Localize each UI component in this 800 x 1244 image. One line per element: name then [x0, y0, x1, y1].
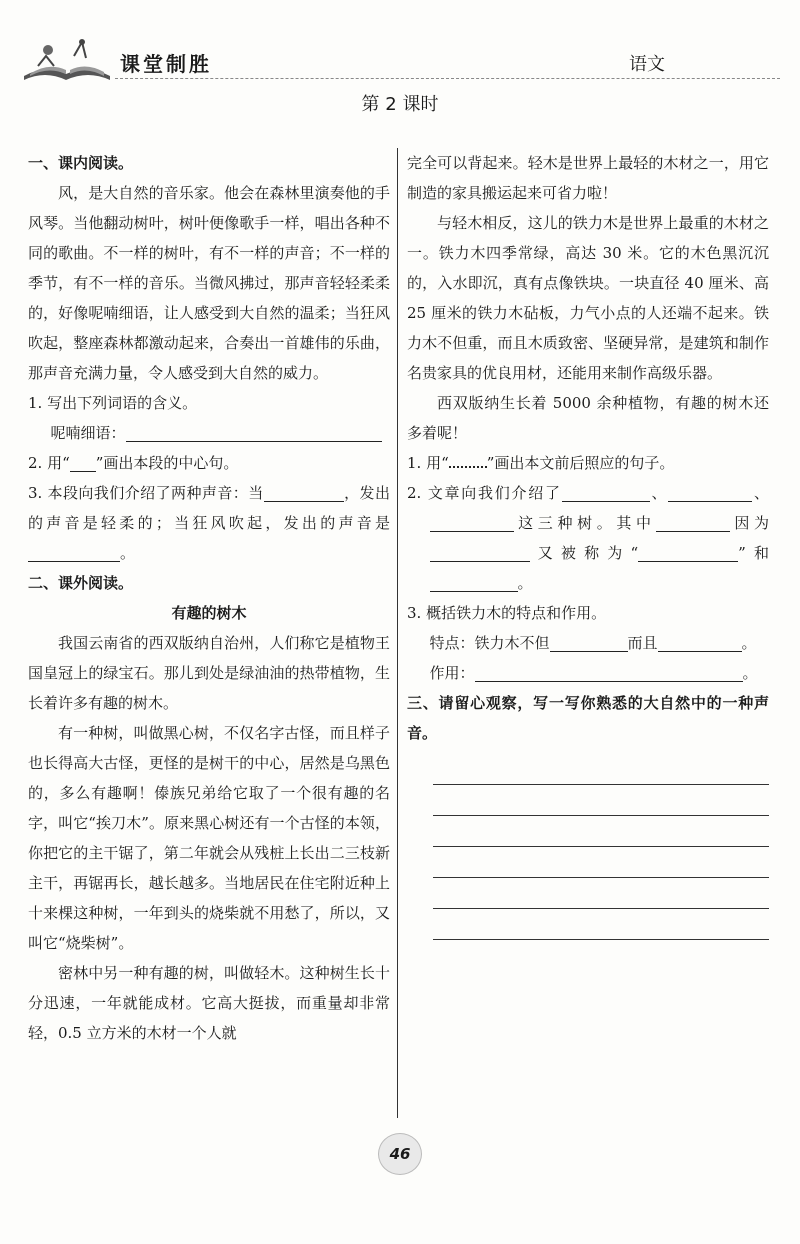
question: 3. 概括铁力木的特点和作用。: [407, 604, 607, 622]
subject-label: 语文: [629, 54, 665, 75]
left-column: [28, 148, 390, 1048]
answer-blank[interactable]: [658, 633, 742, 652]
question-text: 。: [742, 664, 758, 682]
passage-paragraph: 密林中另一种有趣的树，叫做轻木。这种树生长十分迅速，一年就能成材。它高大挺拔，而重量却非常轻，0.5 立方米的木材一个人就: [28, 964, 390, 1042]
passage-paragraph: 风，是大自然的音乐家。他会在森林里演奏他的手风琴。当他翻动树叶，树叶便像歌手一样，唱出各种不同的歌曲。不一样的树叶，有不一样的声音；不一样的季节，有不一样的音乐。当微风拂过，那声音轻轻柔柔的，好像呢喃细语，让人感受到大自然的温柔；当狂风吹起，整座森林都激动起来，合奏出一首雄伟的乐曲，那声音充满力量，令人感受到大自然的威力。: [28, 184, 390, 382]
question-text: ”画出本文前后照应的句子。: [486, 454, 675, 472]
writing-line[interactable]: [433, 785, 769, 816]
writing-line[interactable]: [433, 847, 769, 878]
question-item: [28, 418, 390, 448]
passage-paragraph: 有一种树，叫做黑心树，不仅名字古怪，而且样子也长得高大古怪，更怪的是树干的中心，居然是乌黑色的，多么有趣啊！傣族兄弟给它取了一个很有趣的名字，叫它“挨刀木”。原来黑心树还有一个古怪的本领，你把它的主干锯了，第二年就会从残桩上长出二三枝新主干，再锯再长，越长越多。当地居民在住宅附近种上十来棵这种树，一年到头的烧柴就不用愁了，所以，又叫它“烧柴树”。: [28, 724, 390, 952]
answer-blank[interactable]: [430, 573, 518, 592]
page-header: [20, 28, 780, 88]
answer-blank[interactable]: [430, 543, 530, 562]
passage-paragraph: 完全可以背起来。轻木是世界上最轻的木材之一，用它制造的家具搬运起来可省力啦！: [407, 154, 769, 202]
answer-blank[interactable]: [638, 543, 738, 562]
underline-sample: [70, 453, 96, 472]
question-text: 1. 用“: [407, 454, 449, 472]
passage-paragraph: 西双版纳生长着 5000 余种植物，有趣的树木还多着呢！: [407, 394, 769, 442]
answer-blank[interactable]: [28, 543, 120, 562]
question-text: ，发出的声音是轻柔的；当狂风吹起，发出的声音是: [28, 484, 390, 532]
passage-paragraph: 我国云南省的西双版纳自治州，人们称它是植物王国皇冠上的绿宝石。那儿到处是绿油油的热带植物，生长着许多有趣的树木。: [28, 634, 390, 712]
header-divider: [115, 78, 780, 79]
question-text: 特点：铁力木不但: [429, 634, 550, 652]
term-label: 呢喃细语：: [50, 424, 126, 442]
writing-line[interactable]: [433, 754, 769, 785]
question-text: 、: [752, 484, 769, 502]
brand-title: 课堂制胜: [120, 52, 212, 76]
question: [28, 448, 390, 478]
question-text: ”和: [738, 544, 770, 562]
section-heading: 三、请留心观察，写一写你熟悉的大自然中的一种声音。: [407, 694, 769, 742]
writing-line[interactable]: [433, 878, 769, 909]
writing-line[interactable]: [433, 909, 769, 940]
answer-blank[interactable]: [562, 483, 650, 502]
lesson-title: 第 2 课时: [361, 94, 439, 115]
question-text: 作用：: [429, 664, 475, 682]
page-number: 46: [378, 1133, 422, 1175]
question-text: 3. 本段向我们介绍了两种声音：当: [28, 484, 264, 502]
question-text: ”画出本段的中心句。: [95, 454, 239, 472]
question-text: 又被称为“: [529, 544, 639, 562]
answer-blank[interactable]: [264, 483, 344, 502]
answer-blank[interactable]: [475, 663, 743, 682]
section-heading: 二、课外阅读。: [28, 574, 134, 592]
wavy-underline-sample: [449, 454, 487, 468]
question-text: 。: [741, 634, 757, 652]
question-text: 。: [517, 574, 533, 592]
book-logo-icon: [20, 36, 115, 84]
question: [407, 478, 769, 598]
question: [28, 478, 390, 568]
question-text: 2. 用“: [28, 454, 70, 472]
question-text: 因为: [729, 514, 769, 532]
question-item: [407, 628, 769, 658]
question-text: 2. 文章向我们介绍了: [407, 484, 562, 502]
answer-blank[interactable]: [430, 513, 514, 532]
answer-blank[interactable]: [550, 633, 628, 652]
question-item: [407, 658, 769, 688]
column-divider: [397, 148, 398, 1118]
question: 1. 写出下列词语的含义。: [28, 394, 198, 412]
question-text: 这三种树。其中: [513, 514, 656, 532]
answer-blank[interactable]: [656, 513, 730, 532]
question-text: 而且: [627, 634, 658, 652]
answer-blank[interactable]: [668, 483, 752, 502]
passage-paragraph: 与轻木相反，这儿的铁力木是世界上最重的木材之一。铁力木四季常绿，高达 30 米。它的木色黑沉沉的，入水即沉，真有点像铁块。一块直径 40 厘米、高 25 厘米的铁力木砧板，力气小点的人还端不起来。铁力木不但重，而且木质致密、坚硬异常，是建筑和制作名贵家具的优良用材，还能用来制作高级乐器。: [407, 214, 769, 382]
right-column: [407, 148, 769, 940]
writing-line[interactable]: [433, 816, 769, 847]
answer-blank[interactable]: [126, 423, 382, 442]
story-title: 有趣的树木: [171, 604, 247, 622]
section-heading: 一、课内阅读。: [28, 154, 134, 172]
question-text: 、: [649, 484, 669, 502]
question-text: 。: [120, 544, 136, 562]
question: [407, 448, 769, 478]
